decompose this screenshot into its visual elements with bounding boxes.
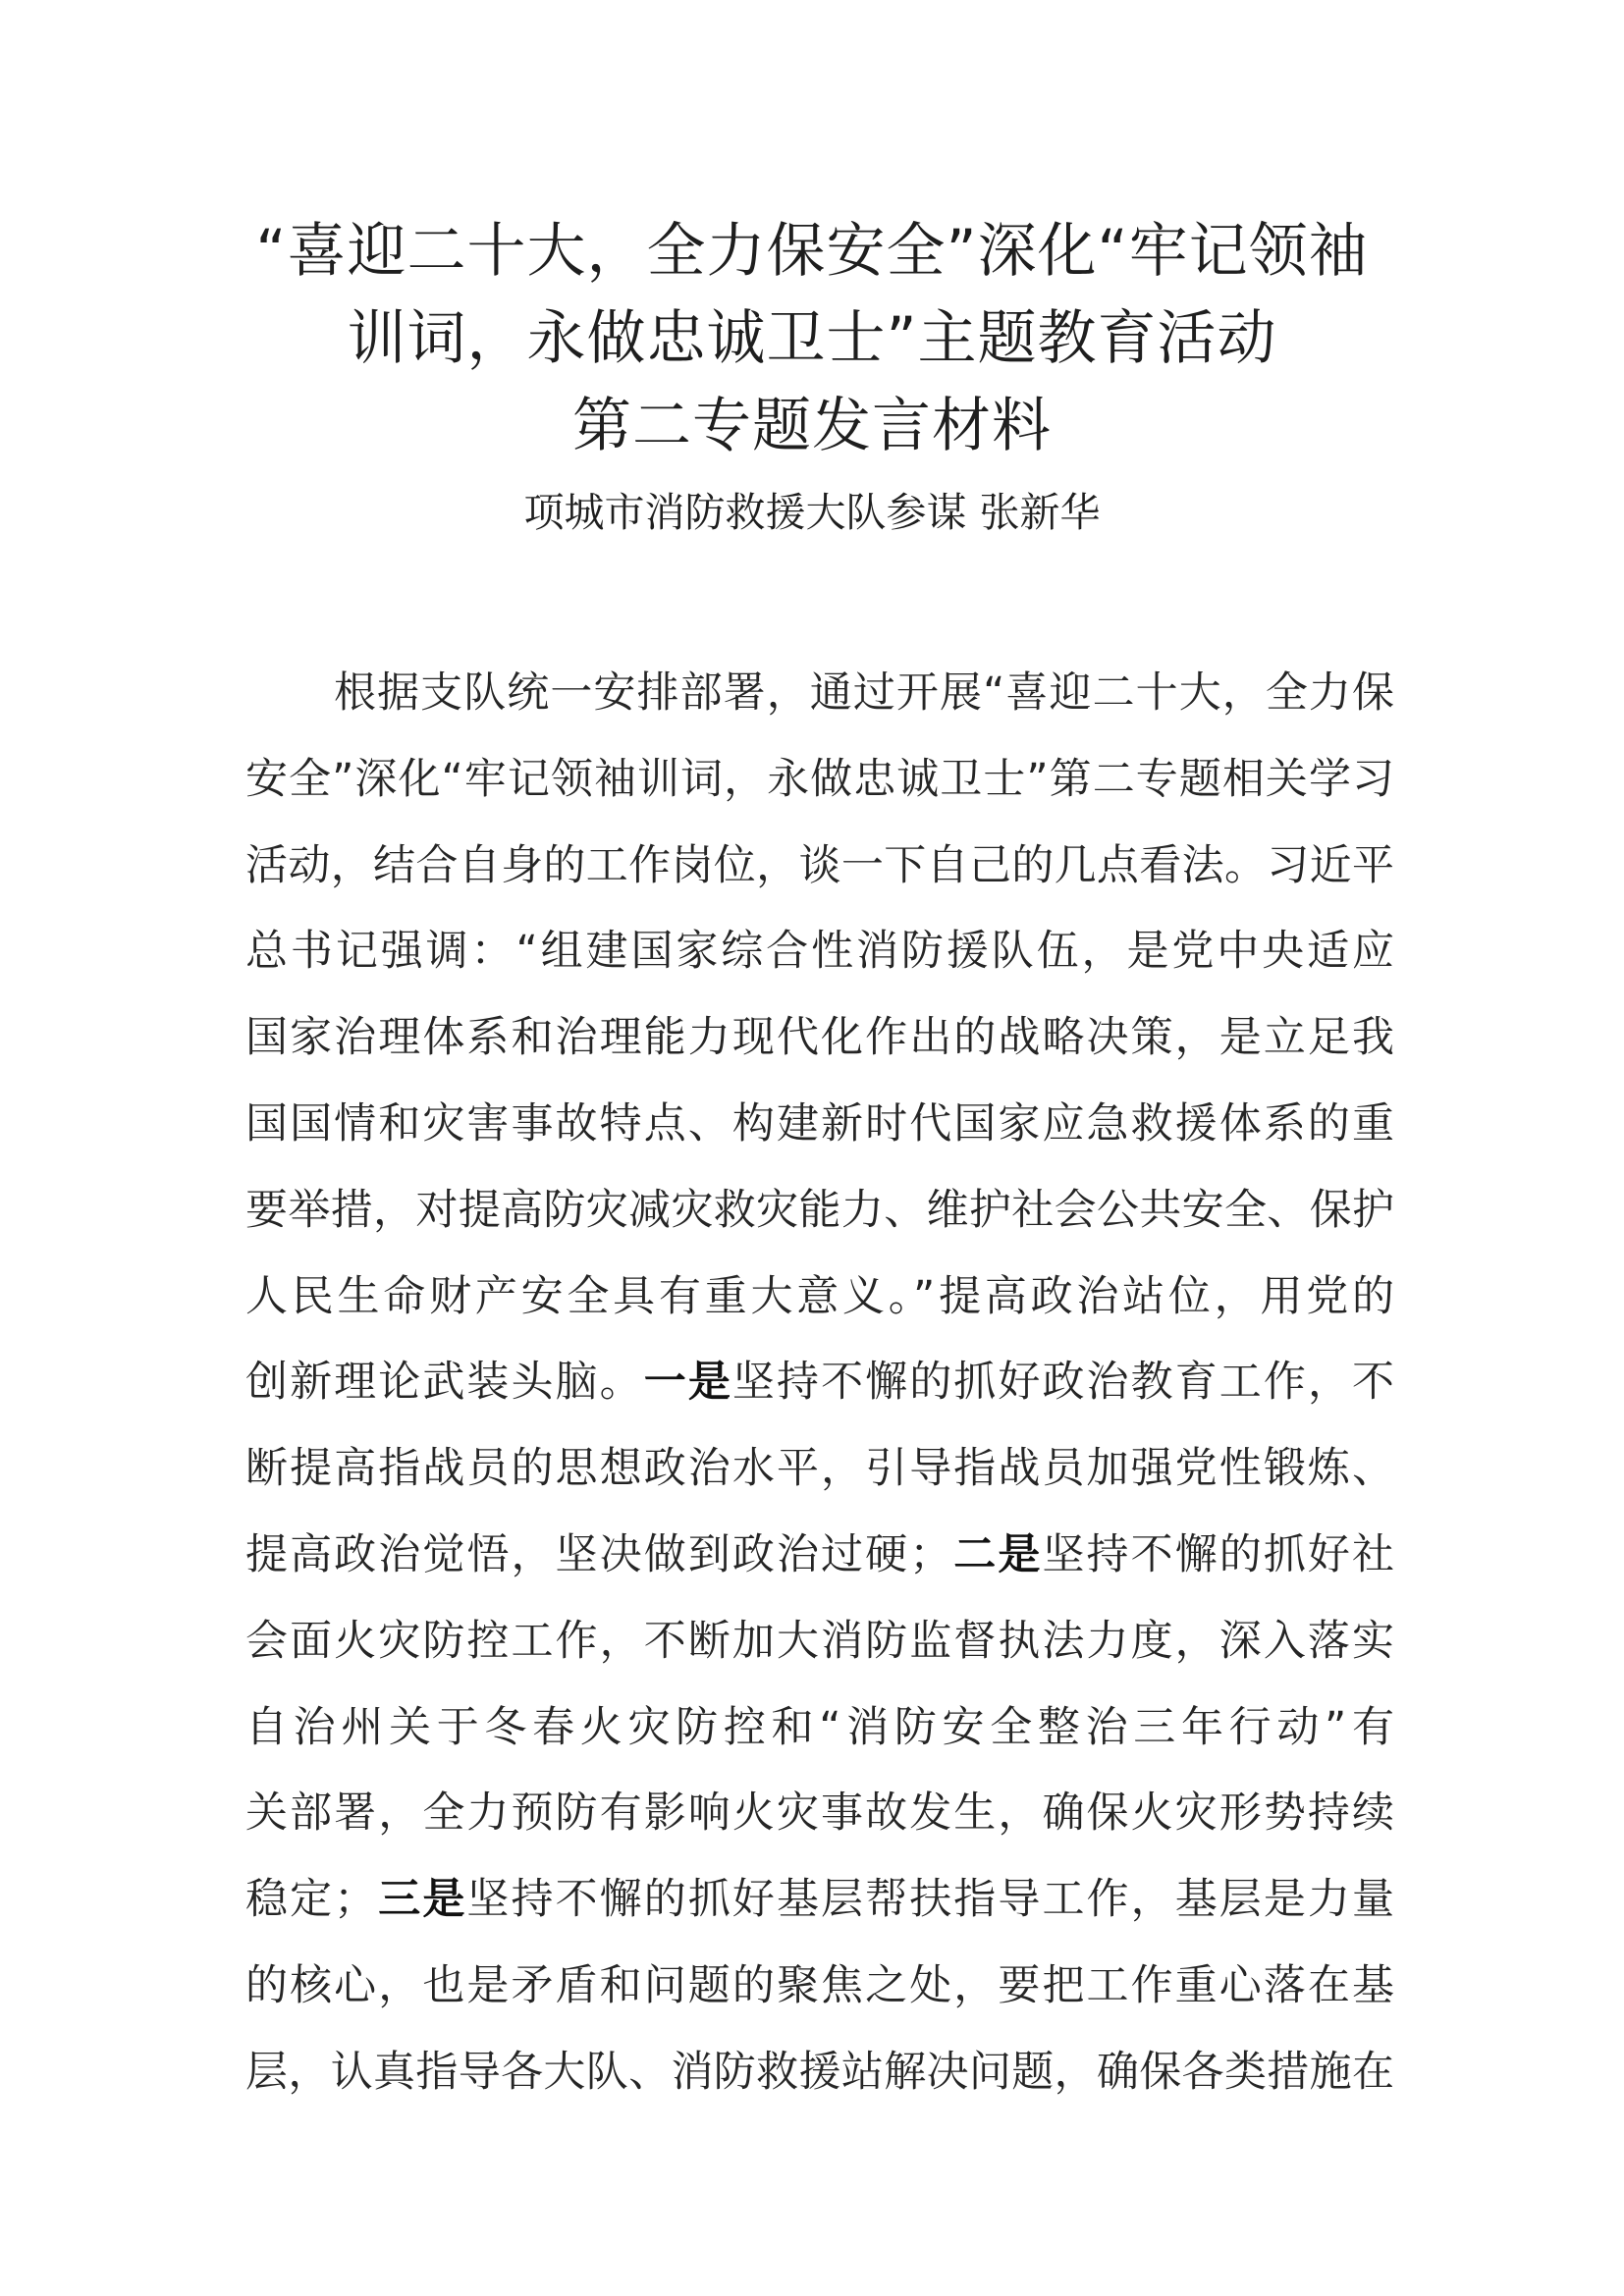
- title-line-1: “喜迎二十大，全力保安全”深化“牢记领袖: [255, 217, 1369, 286]
- title-line-2: 训词，永做忠诚卫士”主题教育活动: [347, 304, 1277, 373]
- body-line: [245, 1857, 1394, 1944]
- body-line: 要举措，对提高防灾减灾救灾能力、维护社会公共安全、保护: [245, 1185, 1394, 1235]
- document-title: [196, 208, 1428, 470]
- body-line: 关部署，全力预防有影响火灾事故发生，确保火灾形势持续: [245, 1789, 1394, 1839]
- body-line: 层，认真指导各大队、消防救援站解决问题，确保各类措施在: [245, 2047, 1394, 2097]
- body-line: 安全”深化“牢记领袖训词，永做忠诚卫士”第二专题相关学习: [245, 754, 1394, 804]
- point-two-label: 二是: [951, 1529, 1043, 1579]
- body-line: 的核心，也是矛盾和问题的聚焦之处，要把工作重心落在基: [245, 1960, 1394, 2010]
- body-text-segment: 稳定；: [245, 1875, 377, 1925]
- body-line: [245, 1340, 1394, 1426]
- title-line-3: 第二专题发言材料: [572, 392, 1052, 460]
- body-line: 活动，结合自身的工作岗位，谈一下自己的几点看法。习近平: [245, 840, 1394, 890]
- body-line: [245, 1513, 1394, 1599]
- body-line: 断提高指战员的思想政治水平，引导指战员加强党性锻炼、: [245, 1444, 1394, 1494]
- point-three-label: 三是: [376, 1875, 467, 1925]
- body-text-segment: 创新理论武装头脑。: [245, 1358, 644, 1408]
- body-line: 人民生命财产安全具有重大意义。”提高政治站位，用党的: [245, 1271, 1394, 1321]
- body-line: 会面火灾防控工作，不断加大消防监督执法力度，深入落实: [245, 1616, 1394, 1666]
- body-paragraph: [245, 651, 1394, 2116]
- body-text-segment: 坚持不懈的抓好基层帮扶指导工作，基层是力量: [466, 1875, 1395, 1925]
- body-line: 总书记强调：“组建国家综合性消防援队伍，是党中央适应: [245, 927, 1394, 977]
- body-line: 国国情和灾害事故特点、构建新时代国家应急救援体系的重: [245, 1098, 1394, 1148]
- body-text-segment: 坚持不懈的抓好社: [1042, 1529, 1395, 1579]
- body-text-segment: 坚持不懈的抓好政治教育工作，不: [731, 1358, 1395, 1408]
- body-text-segment: 提高政治觉悟，坚决做到政治过硬；: [245, 1529, 952, 1579]
- author-line: 项城市消防救援大队参谋 张新华: [523, 489, 1101, 536]
- body-line: 国家治理体系和治理能力现代化作出的战略决策，是立足我: [245, 1013, 1394, 1063]
- point-one-label: 一是: [643, 1358, 732, 1408]
- body-line: 自治州关于冬春火灾防控和“消防安全整治三年行动”有: [245, 1702, 1394, 1752]
- body-line: 根据支队统一安排部署，通过开展“喜迎二十大，全力保: [334, 668, 1394, 718]
